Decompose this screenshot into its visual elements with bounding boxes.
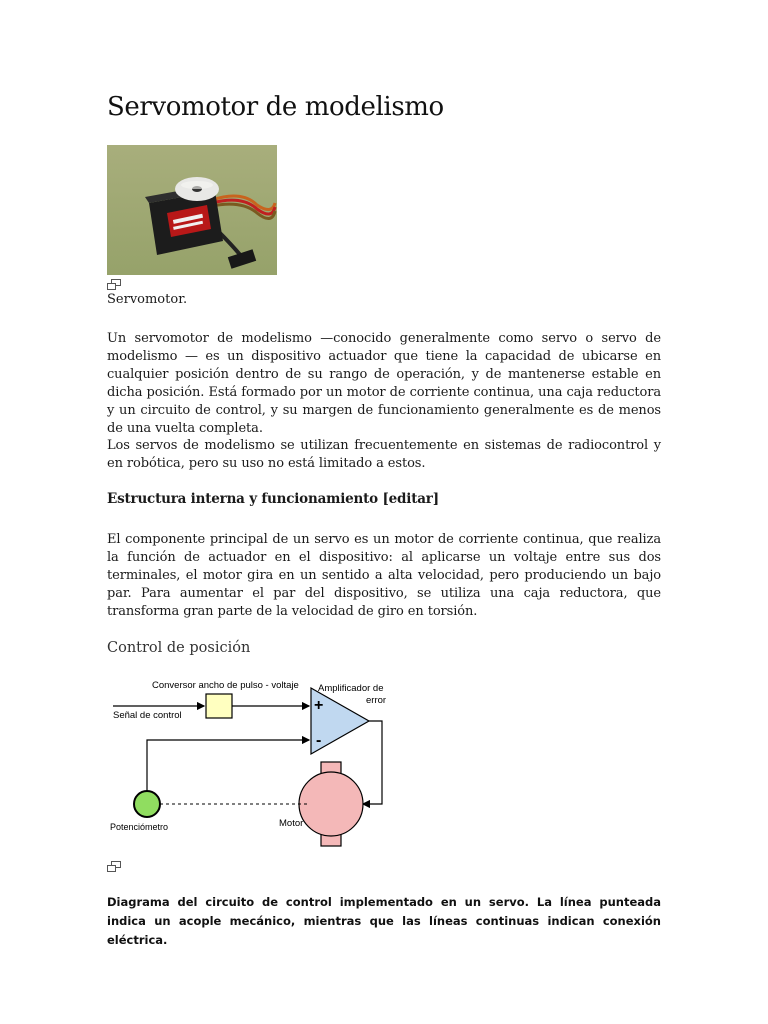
amplifier-label-line1: Amplificador de xyxy=(318,683,384,694)
potentiometer-circle xyxy=(134,791,160,817)
uses-paragraph: Los servos de modelismo se utilizan frecuentemente en sistemas de radiocontrol y en robótica, pero su uso no está limitado a estos. xyxy=(107,438,661,471)
enlarge-icon[interactable] xyxy=(107,279,121,290)
subsection-heading: Control de posición xyxy=(107,640,251,656)
motor-label: Motor xyxy=(279,818,304,829)
motor-circle xyxy=(299,772,363,836)
photo-caption: Servomotor. xyxy=(107,292,188,307)
amplifier-label-line2: error xyxy=(366,695,387,706)
diagram-caption: Diagrama del circuito de control implementado en un servo. La línea punteada indica un acople mecánico, mientras que las líneas continuas indican conexión eléctrica. xyxy=(107,895,661,947)
minus-sign: - xyxy=(316,732,322,749)
converter-label: Conversor ancho de pulso - voltaje xyxy=(152,680,299,691)
servomotor-photo xyxy=(107,145,277,275)
section-heading xyxy=(107,491,439,507)
converter-box xyxy=(206,694,232,718)
edit-link[interactable]: [editar] xyxy=(382,491,439,507)
intro-paragraph: Un servomotor de modelismo —conocido generalmente como servo o servo de modelismo — es un dispositivo actuador que tiene la capacidad de ubicarse en cualquier posición dentro de su rango de operación, y de mantenerse estable en dicha posición. Está formado por un motor de corriente continua, una caja reductora y un circuito de control, y su margen de funcionamiento generalmente es de menos de una vuelta completa. xyxy=(107,331,661,436)
page-title: Servomotor de modelismo xyxy=(107,92,444,122)
section-heading-text: Estructura interna y funcionamiento xyxy=(107,491,378,507)
potentiometer-label: Potenciómetro xyxy=(110,822,169,832)
control-circuit-diagram xyxy=(107,672,397,850)
structure-paragraph: El componente principal de un servo es un motor de corriente continua, que realiza la función de actuador en el dispositivo: al aplicarse un voltaje entre sus dos terminales, el motor gira en un sentido a alta velocidad, pero produciendo un bajo par. Para aumentar el par del dispositivo, se utiliza una caja reductora, que transforma gran parte de la velocidad de giro en torsión. xyxy=(107,532,661,619)
control-signal-label: Señal de control xyxy=(113,710,182,721)
plus-sign: + xyxy=(314,697,324,714)
enlarge-icon[interactable] xyxy=(107,861,121,872)
